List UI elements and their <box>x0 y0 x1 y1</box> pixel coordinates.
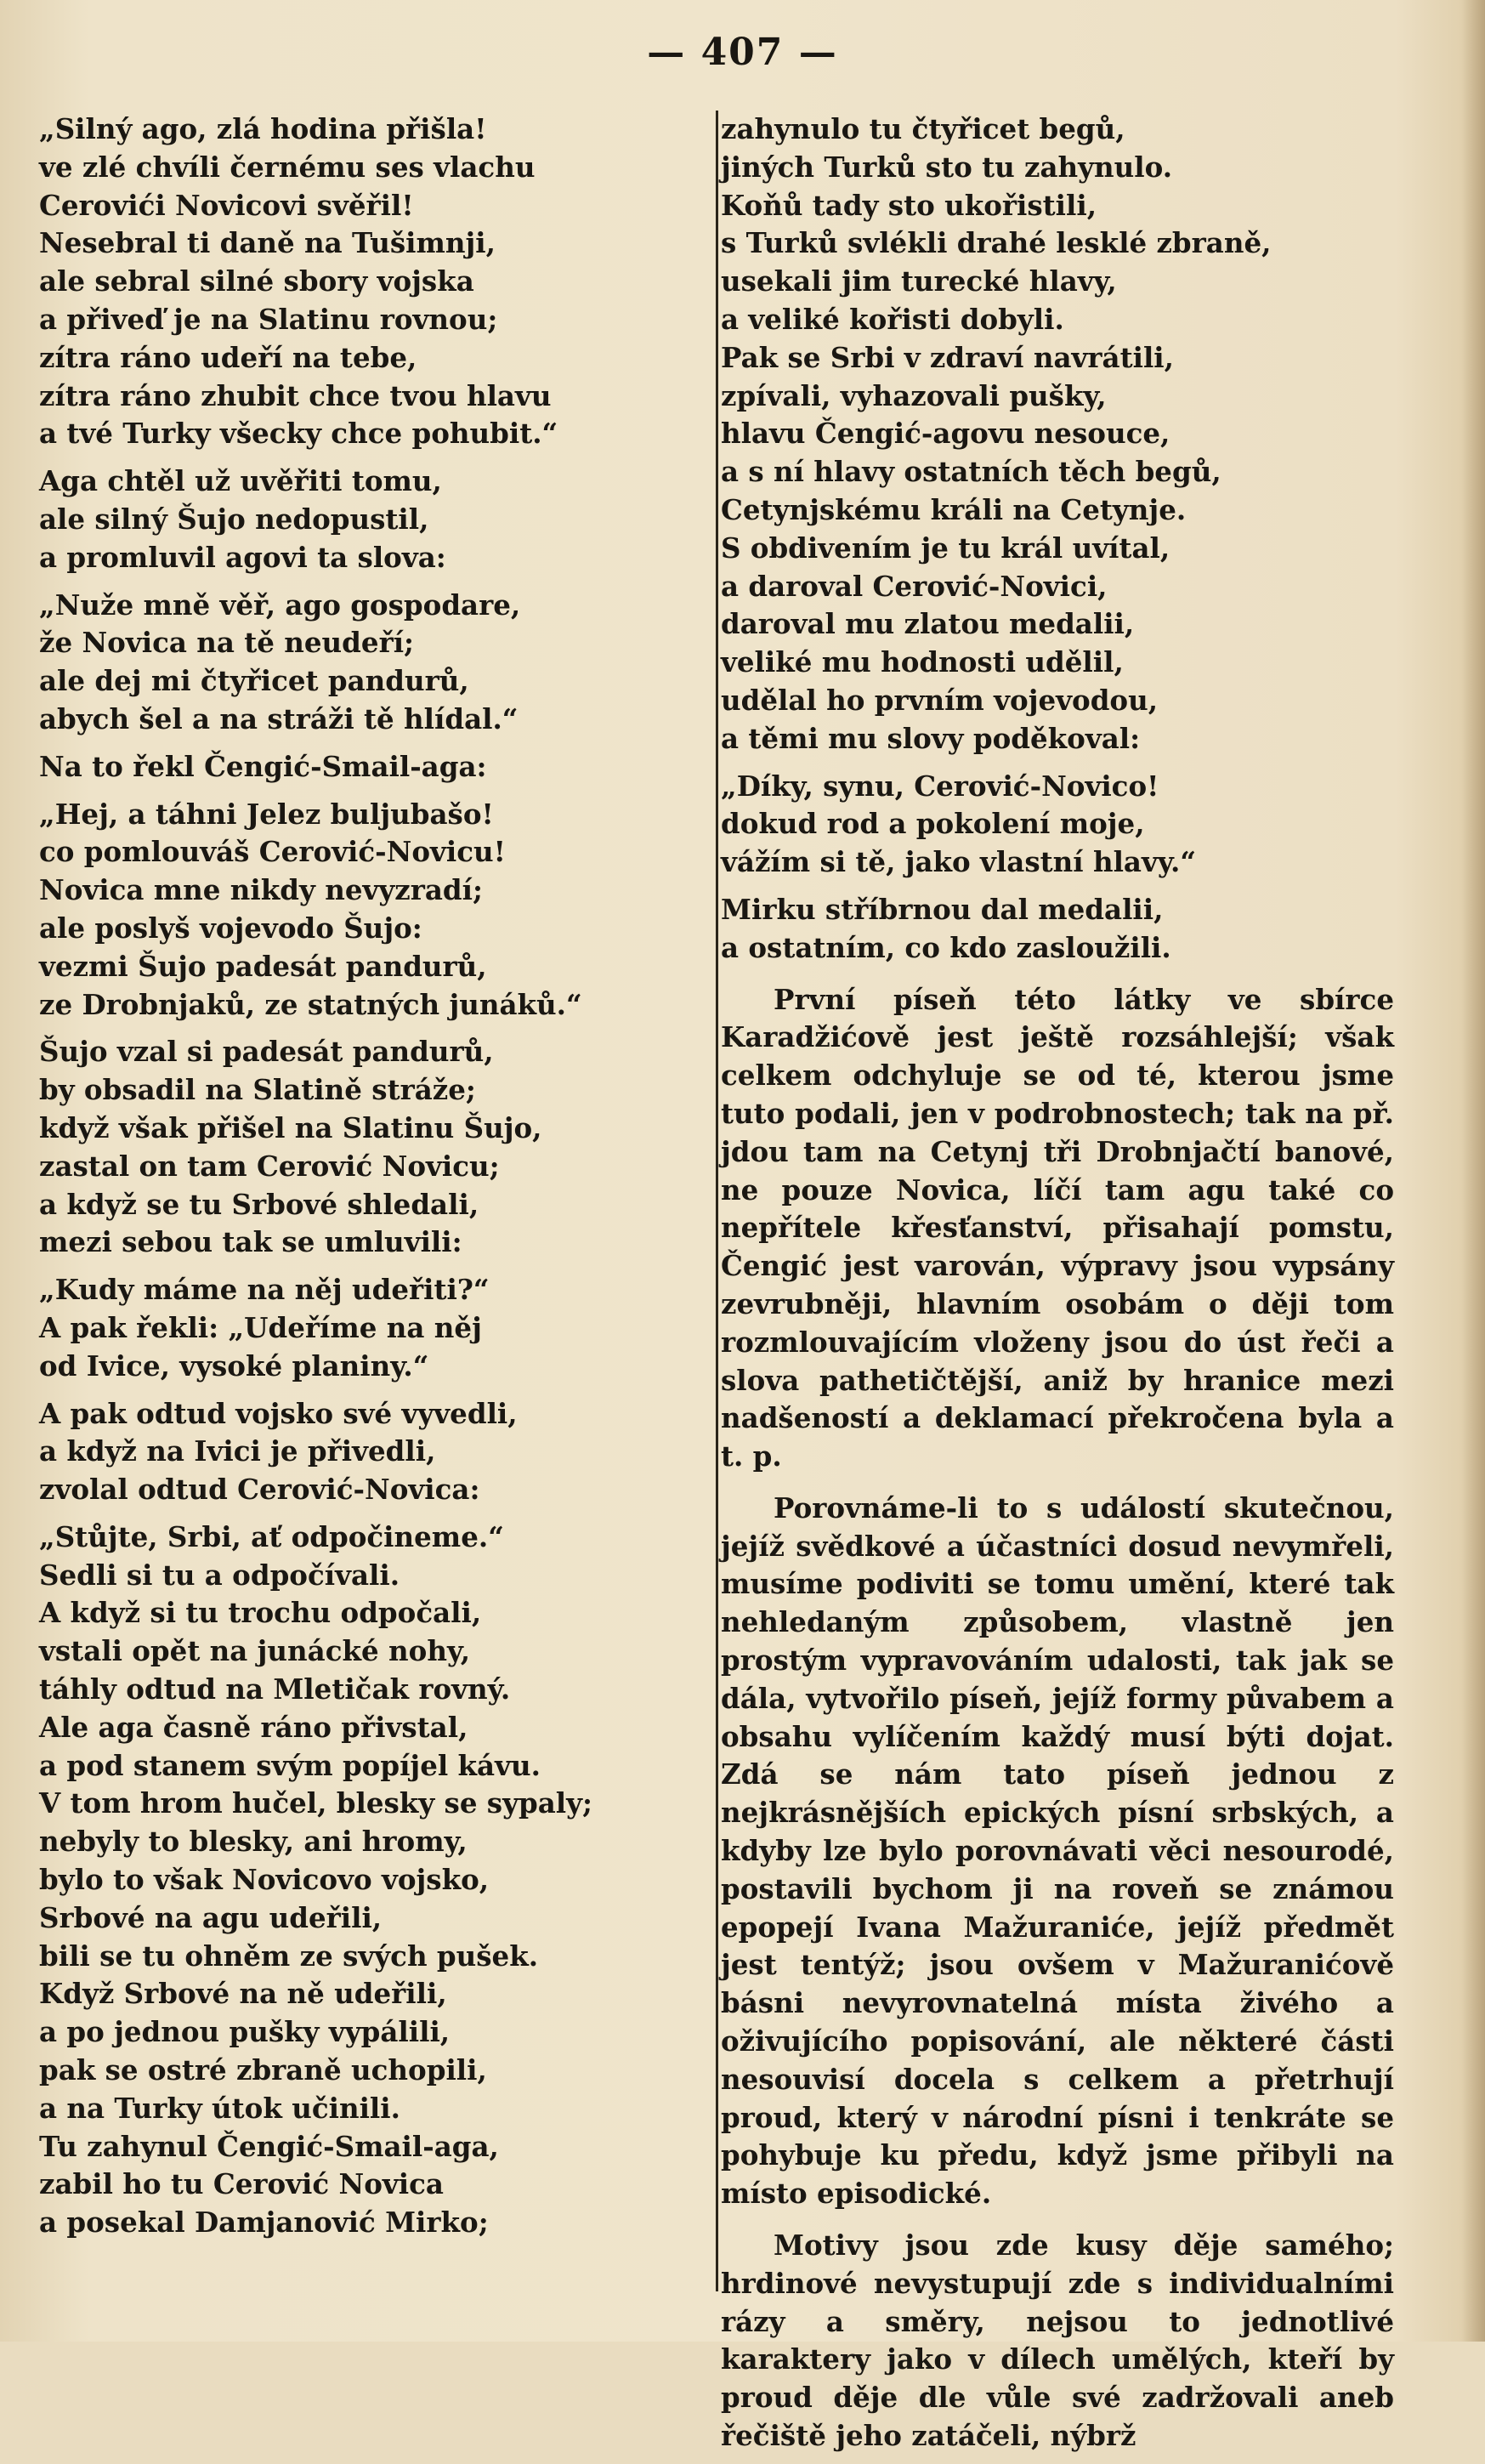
verse-line: a s ní hlavy ostatních těch begů, <box>721 455 1221 489</box>
page-edge-shadow <box>1461 0 1485 2342</box>
verse-line: A když si tu trochu odpočali, <box>39 1596 482 1630</box>
verse-line: a po jednou pušky vypálili, <box>39 2015 451 2049</box>
verse-stanza <box>39 587 702 739</box>
verse-line: ale dej mi čtyřicet pandurů, <box>39 664 469 698</box>
verse-line: jiných Turků sto tu zahynulo. <box>721 150 1173 184</box>
verse-line: bili se tu ohněm ze svých pušek. <box>39 1939 539 1973</box>
verse-line: a přiveď je na Slatinu rovnou; <box>39 302 498 336</box>
verse-line: zítra ráno udeří na tebe, <box>39 340 417 374</box>
verse-line: udělal ho prvním vojevodou, <box>721 683 1159 717</box>
verse-line: a pod stanem svým popíjel kávu. <box>39 1748 541 1782</box>
verse-line: A pak odtud vojsko své vyvedli, <box>39 1396 518 1430</box>
verse-line: a posekal Damjanović Mirko; <box>39 2206 489 2240</box>
verse-line: ale poslyš vojevodo Šujo: <box>39 911 422 945</box>
verse-stanza <box>39 111 702 453</box>
verse-line: V tom hrom hučel, blesky se sypaly; <box>39 1786 592 1820</box>
verse-line: když však přišel na Slatinu Šujo, <box>39 1110 542 1144</box>
verse-line: Mirku stříbrnou dal medalii, <box>721 892 1164 926</box>
verse-line: zpívali, vyhazovali pušky, <box>721 378 1107 412</box>
verse-stanza <box>721 891 1394 968</box>
verse-line: s Turků svlékli drahé lesklé zbraně, <box>721 226 1272 260</box>
verse-line: by obsadil na Slatině stráže; <box>39 1073 476 1107</box>
verse-line: „Stůjte, Srbi, ať odpočineme.“ <box>39 1519 504 1553</box>
verse-stanza <box>39 1271 702 1385</box>
verse-line: a na Turky útok učinili. <box>39 2091 400 2125</box>
verse-stanza <box>39 463 702 576</box>
verse-stanza <box>39 1519 702 2242</box>
verse-line: mezi sebou tak se umluvili: <box>39 1225 462 1259</box>
verse-line: Nesebral ti daně na Tušimnji, <box>39 226 496 260</box>
verse-line: že Novica na tě neudeří; <box>39 626 415 660</box>
verse-line: „Nuže mně věř, ago gospodare, <box>39 588 521 622</box>
verse-line: vstali opět na junácké nohy, <box>39 1634 471 1668</box>
verse-stanza <box>39 1033 702 1262</box>
verse-line: „Silný ago, zlá hodina přišla! <box>39 112 487 145</box>
prose-paragraph: První píseň této látky ve sbírce Karadžićově jest ještě rozsáhlejší; však celkem odchyluje se od té, kterou jsme tuto podali, jen v podrobnostech; tak na př. jdou tam na Cetynj tři Drobnjačtí banové, ne pouze Novica, líčí tam agu také co nepřítele křesťanství, přisahají pomstu, Čengić jest varován, výpravy jsou vypsány zevrubněji, hlavním osobám o ději tom rozmlouvajícím vloženy jsou do úst řeči a slova pathetičtější, aniž by hranice mezi nadšeností a deklamací překročena byla a t. p. <box>721 982 1394 1473</box>
verse-line: Tu zahynul Čengić-Smail-aga, <box>39 2129 499 2163</box>
verse-line: Koňů tady sto ukořistili, <box>721 188 1097 222</box>
verse-stanza <box>721 111 1394 758</box>
verse-line: Ale aga časně ráno přivstal, <box>39 1710 468 1744</box>
verse-line: Sedli si tu a odpočívali. <box>39 1558 400 1592</box>
verse-line: a veliké kořisti dobyli. <box>721 302 1064 336</box>
verse-line: táhly odtud na Mletičak rovný. <box>39 1672 511 1706</box>
left-column <box>39 111 702 2251</box>
verse-line: ve zlé chvíli černému ses vlachu <box>39 150 536 184</box>
verse-line: a tvé Turky všecky chce pohubit.“ <box>39 417 558 451</box>
verse-line: Pak se Srbi v zdraví navrátili, <box>721 340 1174 374</box>
verse-line: vážím si tě, jako vlastní hlavy.“ <box>721 845 1197 879</box>
verse-line: Šujo vzal si padesát pandurů, <box>39 1035 494 1069</box>
verse-line: nebyly to blesky, ani hromy, <box>39 1825 468 1859</box>
verse-line: a daroval Cerović-Novici, <box>721 569 1108 603</box>
verse-line: vezmi Šujo padesát pandurů, <box>39 949 487 983</box>
verse-line: Aga chtěl už uvěřiti tomu, <box>39 464 442 498</box>
verse-line: bylo to však Novicovo vojsko, <box>39 1863 490 1897</box>
verse-line: „Kudy máme na něj udeřiti?“ <box>39 1273 490 1307</box>
verse-line: pak se ostré zbraně uchopili, <box>39 2053 487 2087</box>
verse-line: A pak řekli: „Udeříme na něj <box>39 1310 482 1344</box>
verse-line: zvolal odtud Cerović-Novica: <box>39 1473 480 1507</box>
verse-line: daroval mu zlatou medalii, <box>721 607 1135 641</box>
verse-line: a ostatním, co kdo zasloužili. <box>721 930 1171 964</box>
verse-stanza <box>721 768 1394 882</box>
prose-paragraph: Porovnáme-li to s událostí skutečnou, jejíž svědkové a účastníci dosud nevymřeli, musíme podiviti se tomu umění, které tak nehledaným způsobem, vlastně jen prostým vypravováním udalosti, tak jak se dála, vytvořilo píseň, jejíž formy půvabem a obsahu vylíčením každý musí býti dojat. Zdá se nám tato píseň jednou z nejkrásnějších epických písní srbských, a kdyby lze bylo porovnávati věci nesourodé, postavili bychom ji na roveň se známou epopejí Ivana Mažuraniće, jejíž předmět jest tentýž; jsou ovšem v Mažuranićově básni nevyrovnatelná místa živého a oživujícího popisování, ale některé části nesouvisí docela s celkem a přetrhují proud, který v národní písni i tenkráte se pohybuje ku předu, když jsme přibyli na místo episodické. <box>721 1490 1394 2211</box>
column-divider <box>716 111 718 2291</box>
verse-stanza <box>39 796 702 1025</box>
verse-line: zahynulo tu čtyřicet begů, <box>721 112 1125 145</box>
verse-line: ze Drobnjaků, ze statných junáků.“ <box>39 987 582 1021</box>
verse-line: hlavu Čengić-agovu nesouce, <box>721 417 1170 451</box>
verse-line: S obdivením je tu král uvítal, <box>721 531 1170 565</box>
verse-line: ale sebral silné sbory vojska <box>39 264 474 298</box>
verse-line: ale silný Šujo nedopustil, <box>39 502 429 536</box>
verse-line: Srbové na agu udeřili, <box>39 1900 383 1934</box>
verse-line: Na to řekl Čengić-Smail-aga: <box>39 749 487 783</box>
page-number: — 407 — <box>647 31 838 74</box>
verse-line: od Ivice, vysoké planiny.“ <box>39 1348 429 1382</box>
verse-line: „Hej, a táhni Jelez buljubašo! <box>39 797 494 831</box>
verse-line: zabil ho tu Cerović Novica <box>39 2167 444 2201</box>
prose-paragraph: Motivy jsou zde kusy děje samého; hrdinové nevystupují zde s individualními rázy a směry, nejsou to jednotlivé karaktery jako v dílech umělých, kteří by proud děje dle vůle své zadržovali aneb řečiště jeho zatáčeli, nýbrž <box>721 2228 1394 2453</box>
verse-line: a když se tu Srbové shledali, <box>39 1187 479 1221</box>
verse-stanza <box>39 748 702 786</box>
verse-line: zítra ráno zhubit chce tvou hlavu <box>39 378 552 412</box>
verse-line: veliké mu hodnosti udělil, <box>721 645 1124 679</box>
verse-line: Novica mne nikdy nevyzradí; <box>39 873 483 907</box>
verse-line: usekali jim turecké hlavy, <box>721 264 1117 298</box>
verse-line: zastal on tam Cerović Novicu; <box>39 1149 500 1183</box>
right-column <box>721 111 1394 2464</box>
verse-line: „Díky, synu, Cerović-Novico! <box>721 769 1159 803</box>
verse-line: abych šel a na stráži tě hlídal.“ <box>39 701 519 735</box>
verse-line: Když Srbové na ně udeřili, <box>39 1977 447 2011</box>
verse-line: dokud rod a pokolení moje, <box>721 807 1145 841</box>
verse-line: co pomlouváš Cerović-Novicu! <box>39 835 506 869</box>
verse-line: Cerovići Novicovi svěřil! <box>39 188 414 222</box>
verse-line: a těmi mu slovy poděkoval: <box>721 721 1141 755</box>
verse-line: a když na Ivici je přivedli, <box>39 1434 436 1468</box>
verse-line: a promluvil agovi ta slova: <box>39 540 446 574</box>
verse-line: Cetynjskému králi na Cetynje. <box>721 492 1187 526</box>
verse-stanza <box>39 1395 702 1509</box>
